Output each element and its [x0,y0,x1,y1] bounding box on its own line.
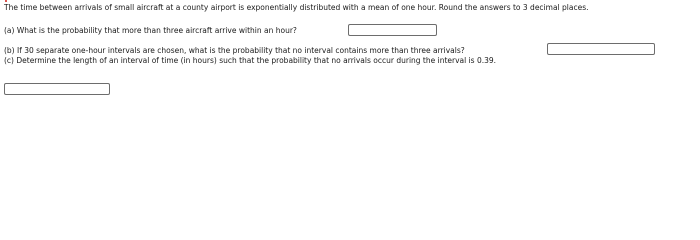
part-b-label: (b) If 30 separate one-hour intervals are chosen, what is the probability that no interval contains more than three arrivals? [4,46,465,55]
part-c-label: (c) Determine the length of an interval of time (in hours) such that the probability that no arrivals occur during the interval is 0.39. [4,56,497,65]
required-marker [5,0,7,2]
part-c-answer-input[interactable] [4,83,110,95]
problem-intro: The time between arrivals of small aircraft at a county airport is exponentially distributed with a mean of one hour. Round the answers to 3 decimal places. [4,3,589,12]
part-a-label: (a) What is the probability that more than three aircraft arrive within an hour? [4,26,297,35]
part-b-answer-input[interactable] [547,43,655,55]
part-a-answer-input[interactable] [348,24,437,36]
